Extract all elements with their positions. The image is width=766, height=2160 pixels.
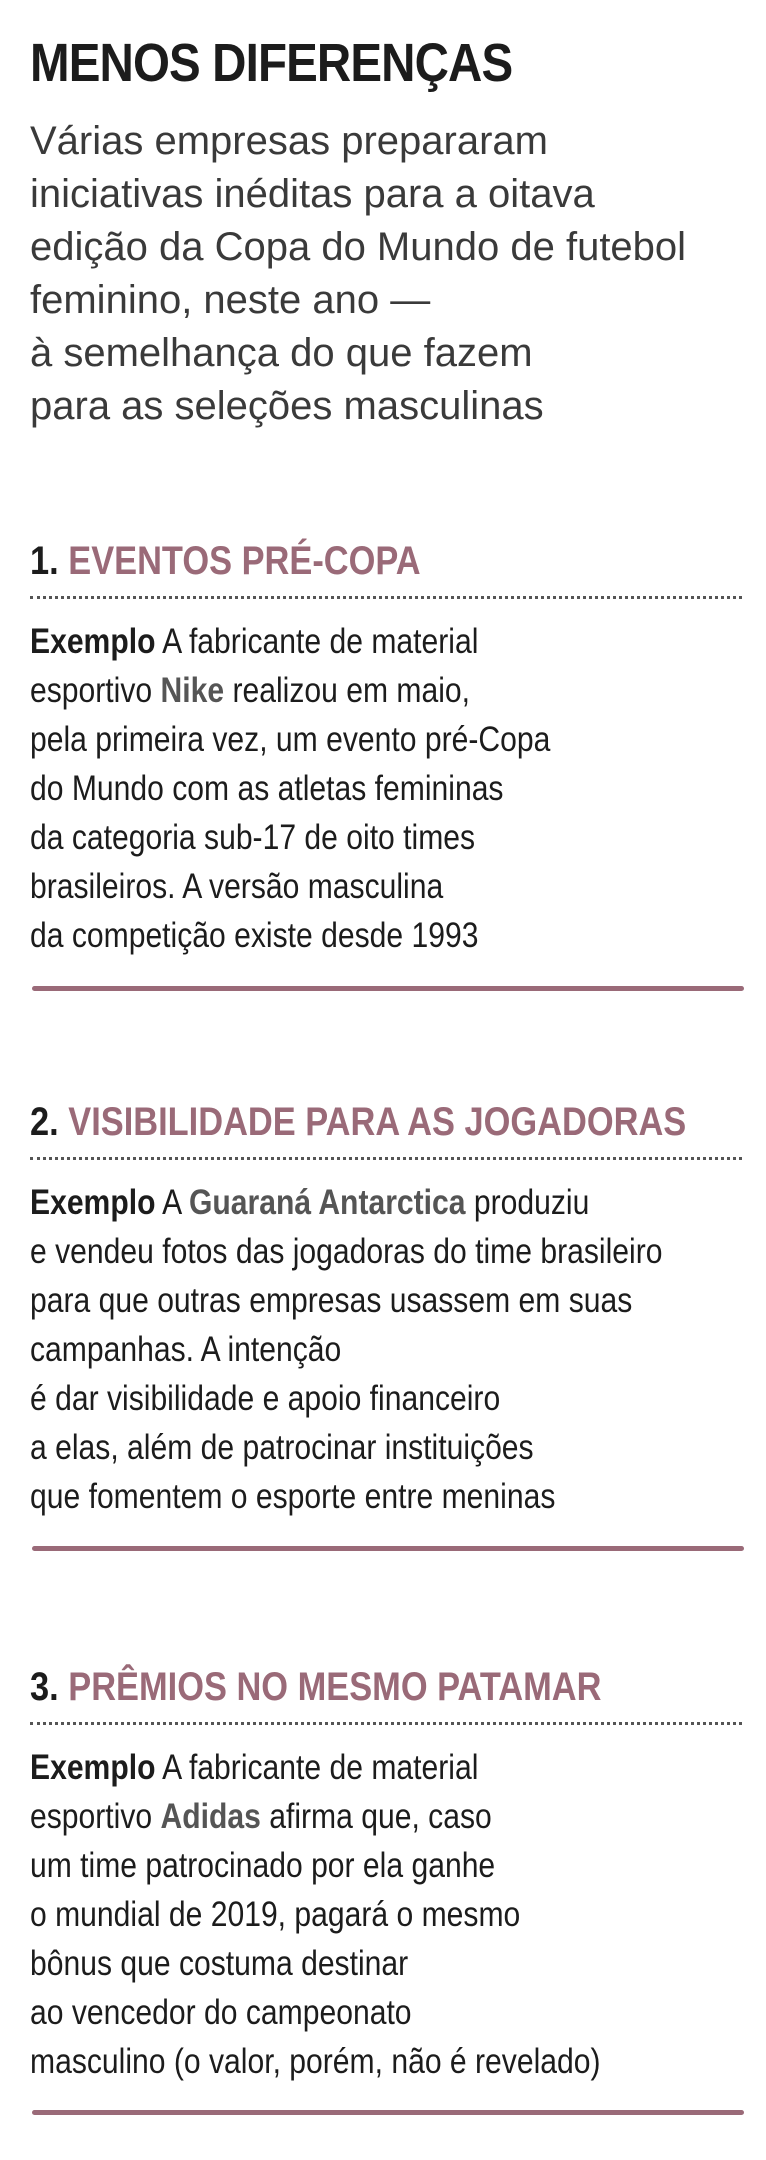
section-title: EVENTOS PRÉ-COPA [68,539,421,583]
body-line [30,666,642,715]
intro-line: feminino, neste ano — [30,278,431,322]
body-line [30,1276,642,1325]
body-text: afirma que, caso [260,1797,492,1836]
body-line [30,862,642,911]
example-label: Exemplo [30,622,156,661]
body-text: esportivo [30,1797,161,1836]
body-text: A [155,1183,189,1222]
body-line [30,813,642,862]
intro-line: iniciativas inéditas para a oitava [30,172,595,216]
brand-name: Nike [160,671,225,710]
body-text: produziu [465,1183,590,1222]
body-line [30,1472,642,1521]
example-label: Exemplo [30,1183,156,1222]
body-text: que fomentem o esporte entre meninas [30,1477,556,1516]
body-line [30,911,642,960]
body-line [30,617,642,666]
body-text: brasileiros. A versão masculina [30,867,444,906]
body-line [30,1325,642,1374]
body-line [30,2037,642,2086]
body-line [30,1227,663,1276]
section-number: 1. [30,539,59,583]
dotted-divider [30,1722,742,1725]
dotted-divider [30,1157,742,1160]
section-heading [30,530,642,592]
body-line [30,1988,642,2037]
section-end-rule [32,2110,744,2115]
brand-name: Adidas [160,1797,261,1836]
section-number: 2. [30,1100,59,1144]
body-line [30,764,642,813]
body-text: da categoria sub-17 de oito times [30,818,476,857]
body-text: é dar visibilidade e apoio financeiro [30,1379,501,1418]
body-line [30,1841,642,1890]
section-heading [30,1656,642,1718]
body-text: A fabricante de material [155,622,479,661]
body-text: pela primeira vez, um evento pré-Copa [30,720,551,759]
intro-line: Várias empresas prepararam [30,119,548,163]
intro-line: à semelhança do que fazem [30,331,533,375]
body-text: a elas, além de patrocinar instituições [30,1428,534,1467]
body-line [30,1792,642,1841]
body-text: ao vencedor do campeonato [30,1993,412,2032]
section-visibilidade [30,1091,742,1521]
body-text: do Mundo com as atletas femininas [30,769,504,808]
body-text: esportivo [30,671,161,710]
body-line [30,1178,642,1227]
body-text: A fabricante de material [155,1748,479,1787]
body-text: o mundial de 2019, pagará o mesmo [30,1895,521,1934]
body-line [30,1423,642,1472]
body-text: bônus que costuma destinar [30,1944,409,1983]
section-body [30,1743,742,2086]
section-eventos-pre-copa [30,530,742,960]
section-premios [30,1656,742,2086]
body-text: um time patrocinado por ela ganhe [30,1846,496,1885]
section-title: VISIBILIDADE PARA AS JOGADORAS [68,1100,687,1144]
section-body [30,617,742,960]
intro-line: edição da Copa do Mundo de futebol [30,225,687,269]
section-end-rule [32,1546,744,1551]
brand-name: Guaraná Antarctica [188,1183,466,1222]
intro-line: para as seleções masculinas [30,384,544,428]
body-line [30,1743,642,1792]
page-title: MENOS DIFERENÇAS [30,33,513,93]
section-title: PRÊMIOS NO MESMO PATAMAR [68,1665,602,1709]
body-line [30,1890,642,1939]
body-line [30,1374,642,1423]
dotted-divider [30,596,742,599]
body-text: para que outras empresas usassem em suas [30,1281,633,1320]
body-text: e vendeu fotos das jogadoras do time brasileiro [30,1232,663,1271]
body-text: realizou em maio, [224,671,471,710]
example-label: Exemplo [30,1748,156,1787]
body-text: masculino (o valor, porém, não é revelado) [30,2042,601,2081]
section-number: 3. [30,1665,59,1709]
body-line [30,715,642,764]
section-heading [30,1091,687,1153]
intro-text [30,115,750,433]
body-text: da competição existe desde 1993 [30,916,479,955]
section-body [30,1178,742,1521]
body-text: campanhas. A intenção [30,1330,342,1369]
body-line [30,1939,642,1988]
section-end-rule [32,986,744,991]
